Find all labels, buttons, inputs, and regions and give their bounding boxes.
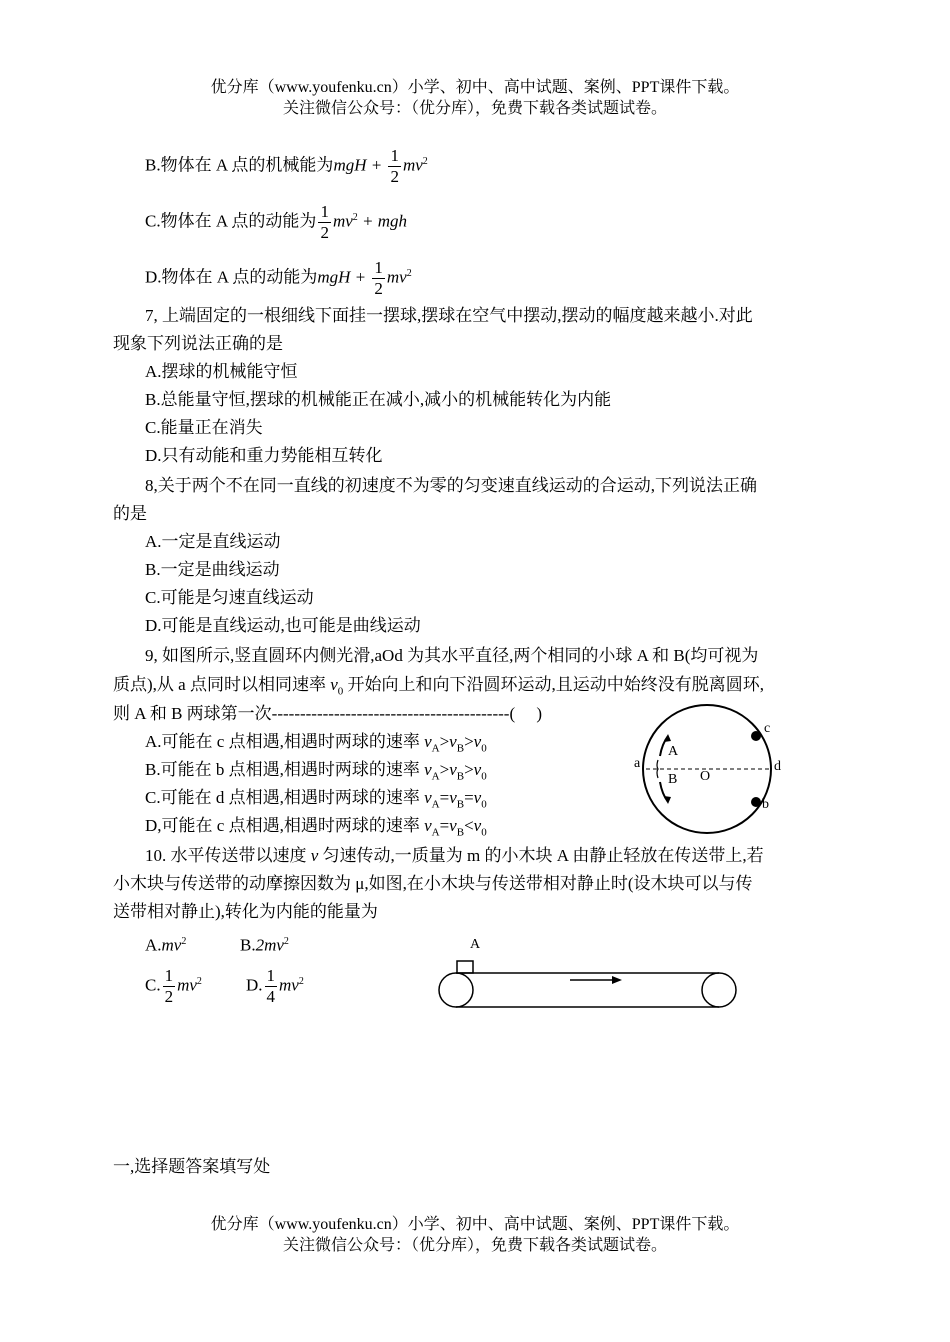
- q10-option-d: D. $\frac{1}{4}$ $mv^2$: [246, 966, 304, 1006]
- label-ball-B: B: [668, 772, 678, 787]
- header-line-1: 优分库（www.youfenku.cn）小学、初中、高中试题、案例、PPT课件下载。: [210, 79, 740, 96]
- q7-option-a: A.摆球的机械能守恒: [145, 362, 298, 381]
- block-label-A: A: [470, 937, 481, 952]
- arrowhead-up: [664, 734, 671, 742]
- q10-option-b: $B.2mv^2$: [240, 935, 289, 955]
- label-ball-A: A: [668, 744, 679, 759]
- q10-stem-1: 10. 水平传送带以速度 v 匀速传动,一质量为 m 的小木块 A 由静止轻放在传送带上,若: [145, 846, 764, 865]
- q8-option-d: D.可能是直线运动,也可能是曲线运动: [145, 616, 421, 635]
- q9-circle-figure: [620, 700, 800, 840]
- q9-stem-1: 9, 如图所示,竖直圆环内侧光滑,aOd 为其水平直径,两个相同的小球 A 和 B(均可视为: [145, 646, 759, 665]
- q9-stem-3: 则 A 和 B 两球第一次------------------------------------------( ): [113, 704, 543, 723]
- block-A: [457, 961, 473, 973]
- q8-stem-2: 的是: [113, 504, 147, 523]
- q7-stem-2: 现象下列说法正确的是: [113, 334, 283, 353]
- label-d: d: [774, 759, 781, 774]
- q8-stem-1: 8,关于两个不在同一直线的初速度不为零的匀变速直线运动的合运动,下列说法正确: [145, 476, 757, 495]
- q8-option-b: B.一定是曲线运动: [145, 560, 280, 579]
- point-c: [751, 731, 761, 741]
- answer-section-title: 一,选择题答案填写处: [113, 1157, 271, 1176]
- q9-option-a: A.可能在 c 点相遇,相遇时两球的速率 $v_A>v_B>v_0$: [145, 732, 487, 755]
- balls-at-a: [657, 760, 658, 778]
- q8-option-a: A.一定是直线运动: [145, 532, 281, 551]
- footer-line-1: 优分库（www.youfenku.cn）小学、初中、高中试题、案例、PPT课件下载。: [210, 1216, 740, 1233]
- left-pulley: [439, 973, 473, 1007]
- footer-line-2: 关注微信公众号：（优分库），免费下载各类试题试卷。: [282, 1237, 667, 1254]
- q8-option-c: C.可能是匀速直线运动: [145, 588, 314, 607]
- q9-option-b: B.可能在 b 点相遇,相遇时两球的速率 $v_A>v_B>v_0$: [145, 760, 487, 783]
- q7-option-d: D.只有动能和重力势能相互转化: [145, 446, 383, 465]
- label-O: O: [700, 769, 711, 784]
- header-line-2: 关注微信公众号：（优分库），免费下载各类试题试卷。: [282, 100, 667, 117]
- q9-option-c: C.可能在 d 点相遇,相遇时两球的速率 $v_A=v_B=v_0$: [145, 788, 487, 811]
- label-c: c: [764, 721, 771, 736]
- q6-option-c: C.物体在 A 点的动能为 $\frac{1}{2}$ $mv^2$ + mgh: [145, 202, 408, 242]
- label-a: a: [634, 756, 641, 771]
- label-b: b: [762, 797, 769, 812]
- q9-stem-2: 质点),从 a 点同时以相同速率 $v_0$ 开始向上和向下沿圆环运动,且运动中始终没有脱离圆环,: [113, 675, 765, 698]
- q10-option-a: $A.mv^2$: [145, 935, 187, 955]
- q10-option-c: C. $\frac{1}{2}$ $mv^2$: [145, 966, 202, 1006]
- velocity-arrowhead: [612, 976, 622, 984]
- q6-option-d: D.物体在 A 点的动能为mgH + $\frac{1}{2}$ $mv^2$: [145, 258, 412, 298]
- q7-option-c: C.能量正在消失: [145, 418, 263, 437]
- q9-option-d: D,可能在 c 点相遇,相遇时两球的速率 $v_A=v_B<v_0$: [145, 816, 487, 839]
- q10-stem-3: 送带相对静止),转化为内能的能量为: [113, 902, 378, 921]
- point-b: [751, 797, 761, 807]
- q7-stem-1: 7, 上端固定的一根细线下面挂一摆球,摆球在空气中摆动,摆动的幅度越来越小.对此: [145, 306, 753, 325]
- q6-option-b: B.物体在 A 点的机械能为mgH + $\frac{1}{2}$ $mv^2$: [145, 146, 428, 186]
- q7-option-b: B.总能量守恒,摆球的机械能正在减小,减小的机械能转化为内能: [145, 390, 612, 409]
- arrowhead-down: [664, 796, 671, 804]
- q10-conveyor-figure: [430, 930, 750, 1020]
- right-pulley: [702, 973, 736, 1007]
- q10-stem-2: 小木块与传送带的动摩擦因数为 μ,如图,在小木块与传送带相对静止时(设木块可以与传: [113, 874, 753, 893]
